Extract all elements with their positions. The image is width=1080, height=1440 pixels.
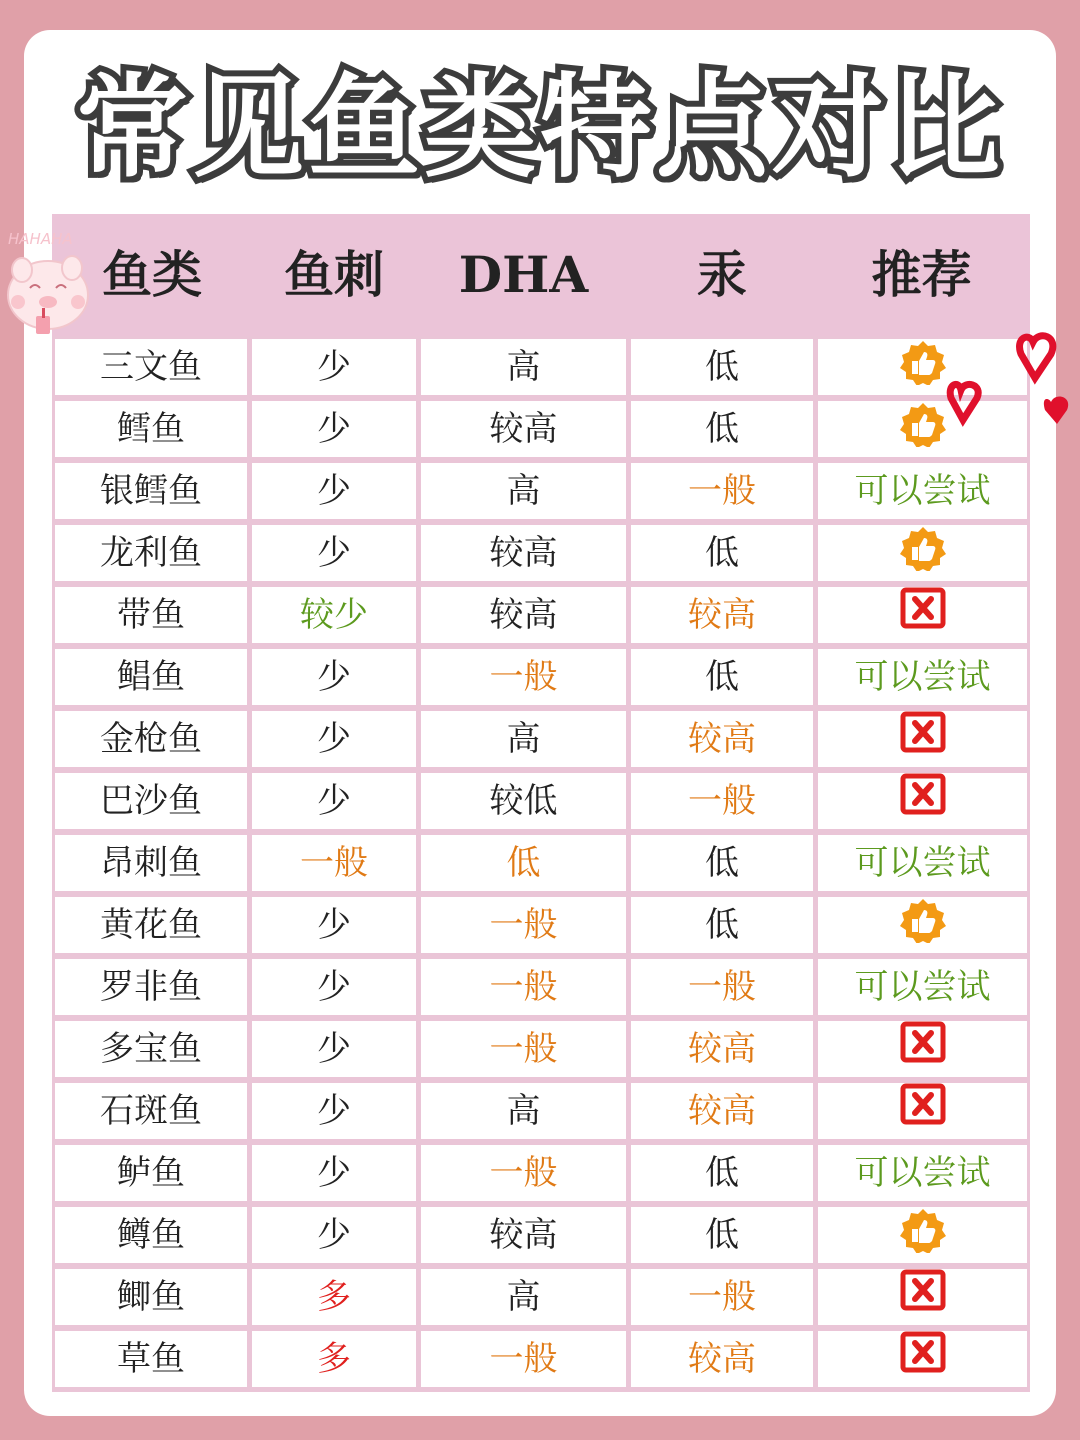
cell-mercury: 低 <box>631 835 813 891</box>
cell-bones: 少 <box>252 1021 416 1077</box>
cell-bones: 少 <box>252 649 416 705</box>
table-row <box>52 460 1030 522</box>
cell-recommend <box>818 1331 1027 1387</box>
cell-fish-name: 金枪鱼 <box>55 711 247 767</box>
table-row <box>52 1018 1030 1080</box>
cell-dha: 较高 <box>421 1207 626 1263</box>
cell-mercury: 低 <box>631 401 813 457</box>
cell-recommend: 可以尝试 <box>818 835 1027 891</box>
cell-mercury: 一般 <box>631 463 813 519</box>
table-row <box>52 584 1030 646</box>
cell-dha: 较高 <box>421 525 626 581</box>
table-header <box>52 214 1030 336</box>
cell-bones: 少 <box>252 1207 416 1263</box>
x-icon <box>900 587 946 646</box>
cell-dha: 较高 <box>421 401 626 457</box>
cell-recommend <box>818 1207 1027 1263</box>
x-icon <box>900 711 946 770</box>
table-row <box>52 1142 1030 1204</box>
cell-bones: 少 <box>252 339 416 395</box>
cell-mercury: 低 <box>631 1145 813 1201</box>
cell-mercury: 较高 <box>631 1331 813 1387</box>
cell-dha: 一般 <box>421 897 626 953</box>
cell-dha: 高 <box>421 711 626 767</box>
cell-bones: 少 <box>252 401 416 457</box>
cell-dha: 较低 <box>421 773 626 829</box>
cell-bones: 少 <box>252 463 416 519</box>
cell-mercury: 低 <box>631 339 813 395</box>
cell-dha: 一般 <box>421 1145 626 1201</box>
fish-comparison-table <box>52 214 1030 1392</box>
header-dha: DHA <box>458 245 589 304</box>
cell-fish-name: 昂刺鱼 <box>55 835 247 891</box>
cell-fish-name: 多宝鱼 <box>55 1021 247 1077</box>
cell-recommend <box>818 587 1027 643</box>
pig-sticker-icon <box>0 230 100 340</box>
x-icon <box>900 1331 946 1390</box>
cell-fish-name: 罗非鱼 <box>55 959 247 1015</box>
table-row <box>52 1328 1030 1390</box>
cell-bones: 一般 <box>252 835 416 891</box>
cell-recommend: 可以尝试 <box>818 959 1027 1015</box>
cell-mercury: 低 <box>631 1207 813 1263</box>
cell-fish-name: 巴沙鱼 <box>55 773 247 829</box>
cell-fish-name: 龙利鱼 <box>55 525 247 581</box>
cell-bones: 多 <box>252 1269 416 1325</box>
header-recommend: 推荐 <box>871 245 972 304</box>
cell-fish-name: 三文鱼 <box>55 339 247 395</box>
cell-fish-name: 带鱼 <box>55 587 247 643</box>
cell-fish-name: 银鳕鱼 <box>55 463 247 519</box>
cell-recommend <box>818 525 1027 581</box>
cell-bones: 较少 <box>252 587 416 643</box>
table-row <box>52 522 1030 584</box>
cell-fish-name: 鲫鱼 <box>55 1269 247 1325</box>
cell-dha: 高 <box>421 1269 626 1325</box>
cell-recommend <box>818 1021 1027 1077</box>
header-mercury: 汞 <box>697 245 747 304</box>
cell-bones: 多 <box>252 1331 416 1387</box>
cell-dha: 高 <box>421 1083 626 1139</box>
x-icon <box>900 1269 946 1328</box>
cell-bones: 少 <box>252 711 416 767</box>
cell-dha: 高 <box>421 339 626 395</box>
table-row <box>52 1266 1030 1328</box>
cell-dha: 较高 <box>421 587 626 643</box>
cell-bones: 少 <box>252 525 416 581</box>
sticker-text: HAHAHA <box>8 230 73 248</box>
table-row <box>52 956 1030 1018</box>
cell-dha: 低 <box>421 835 626 891</box>
table-row <box>52 770 1030 832</box>
header-fish: 鱼类 <box>102 245 202 304</box>
cell-recommend <box>818 1269 1027 1325</box>
thumb-icon <box>898 525 948 588</box>
table-row <box>52 708 1030 770</box>
cell-fish-name: 石斑鱼 <box>55 1083 247 1139</box>
cell-fish-name: 黄花鱼 <box>55 897 247 953</box>
cell-recommend: 可以尝试 <box>818 463 1027 519</box>
cell-fish-name: 鲈鱼 <box>55 1145 247 1201</box>
cell-bones: 少 <box>252 959 416 1015</box>
cell-mercury: 低 <box>631 649 813 705</box>
cell-dha: 一般 <box>421 649 626 705</box>
hearts-icon <box>945 330 1080 440</box>
cell-dha: 一般 <box>421 1331 626 1387</box>
cell-mercury: 一般 <box>631 773 813 829</box>
cell-mercury: 较高 <box>631 587 813 643</box>
table-row <box>52 646 1030 708</box>
cell-fish-name: 鳟鱼 <box>55 1207 247 1263</box>
cell-mercury: 较高 <box>631 711 813 767</box>
cell-bones: 少 <box>252 1083 416 1139</box>
cell-recommend: 可以尝试 <box>818 1145 1027 1201</box>
cell-bones: 少 <box>252 897 416 953</box>
thumb-icon <box>898 1207 948 1270</box>
page-title: 常见鱼类特点对比 <box>76 63 1004 193</box>
cell-dha: 一般 <box>421 959 626 1015</box>
table-row <box>52 894 1030 956</box>
cell-recommend <box>818 1083 1027 1139</box>
cell-dha: 一般 <box>421 1021 626 1077</box>
cell-mercury: 低 <box>631 525 813 581</box>
thumb-icon <box>898 339 948 402</box>
cell-recommend <box>818 773 1027 829</box>
x-icon <box>900 773 946 832</box>
cell-recommend <box>818 897 1027 953</box>
cell-mercury: 一般 <box>631 1269 813 1325</box>
table-row <box>52 398 1030 460</box>
table-row <box>52 1080 1030 1142</box>
thumb-icon <box>898 897 948 960</box>
x-icon <box>900 1021 946 1080</box>
cell-fish-name: 鳕鱼 <box>55 401 247 457</box>
cell-bones: 少 <box>252 1145 416 1201</box>
cell-bones: 少 <box>252 773 416 829</box>
cell-mercury: 较高 <box>631 1021 813 1077</box>
cell-mercury: 一般 <box>631 959 813 1015</box>
cell-recommend <box>818 711 1027 767</box>
cell-fish-name: 鲳鱼 <box>55 649 247 705</box>
table-row <box>52 336 1030 398</box>
cell-dha: 高 <box>421 463 626 519</box>
table-row <box>52 1204 1030 1266</box>
cell-fish-name: 草鱼 <box>55 1331 247 1387</box>
thumb-icon <box>898 401 948 464</box>
table-row <box>52 832 1030 894</box>
cell-mercury: 低 <box>631 897 813 953</box>
header-bones: 鱼刺 <box>284 245 384 304</box>
cell-mercury: 较高 <box>631 1083 813 1139</box>
x-icon <box>900 1083 946 1142</box>
cell-recommend: 可以尝试 <box>818 649 1027 705</box>
